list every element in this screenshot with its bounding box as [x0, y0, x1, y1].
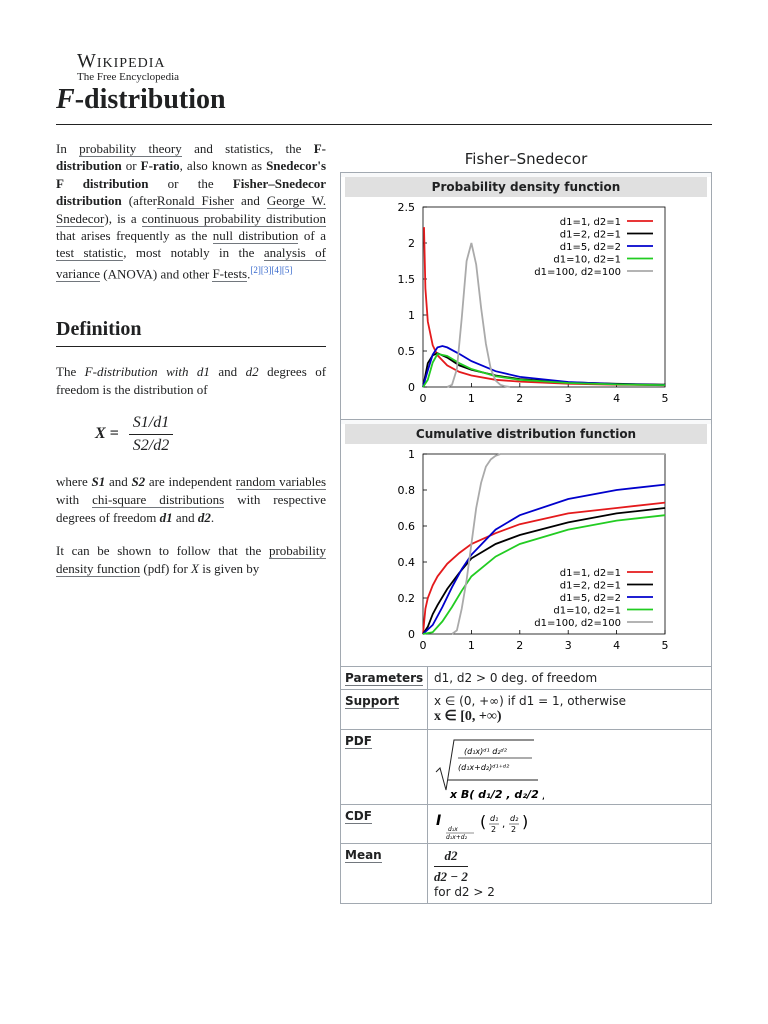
x-tick-label: 1 — [467, 639, 475, 652]
value-mean — [428, 844, 711, 903]
value-support — [428, 690, 711, 729]
term-f-distribution: F-distribution — [56, 141, 327, 174]
y-tick-label: 2.5 — [397, 201, 415, 214]
y-tick-label: 1 — [408, 448, 415, 461]
y-tick-label: 0.4 — [397, 556, 415, 569]
support-line-1: x ∈ (0, +∞) if d1 = 1, otherwise — [434, 694, 626, 708]
value-parameters: d1, d2 > 0 deg. of freedom — [434, 671, 598, 685]
lead-text: and — [241, 193, 260, 209]
lead-text: In — [56, 141, 67, 156]
def-text: It can be shown to follow that the — [56, 543, 262, 558]
link-probability-theory[interactable]: probability theory — [79, 141, 182, 156]
legend-label: d1=100, d2=100 — [534, 267, 621, 278]
wordmark: Wikipedia — [77, 50, 166, 72]
label-text[interactable]: Parameters — [345, 671, 424, 685]
var-d2: d2 — [245, 364, 259, 379]
legend-label: d1=2, d2=1 — [559, 229, 621, 241]
label-pdf — [341, 730, 428, 804]
y-tick-label: 0 — [408, 381, 415, 394]
lead-text: (after — [128, 193, 157, 209]
pdf-heading: Probability density function — [345, 177, 707, 197]
link-null-distribution[interactable]: null distribution — [212, 228, 299, 244]
lead-paragraph: In probability theory and statistics, the F-distribution or F-ratio, also known as Snedecor's F distribution or the Fisher–Snedecor distribution (afterRonald Fisher and George W. Snedecor), is a continuous probability distribution that arises frequently as the null distribution of a test statistic, most notably in the analysis of variance (ANOVA) and other F-tests.[2][3][4][5] — [56, 141, 327, 282]
lead-text: or the — [167, 175, 214, 191]
x-tick-label: 2 — [516, 392, 524, 405]
label-text[interactable]: Support — [345, 694, 400, 708]
infobox-frame — [340, 172, 712, 904]
link-anova[interactable]: analysis of variance — [56, 245, 326, 282]
lead-text: (ANOVA) and other — [103, 266, 210, 282]
legend-label: d1=100, d2=100 — [534, 618, 621, 629]
pdf-chart[interactable] — [341, 197, 711, 419]
label-mean — [341, 844, 428, 903]
pdf-section — [341, 177, 711, 420]
infobox — [340, 150, 712, 904]
def-text: is given by — [202, 561, 260, 576]
row-pdf — [341, 730, 711, 805]
formula-lhs: X = — [95, 425, 119, 443]
svg-text:d₁x: d₁x — [448, 826, 458, 833]
formula-x — [95, 414, 173, 455]
link-continuous-distribution[interactable]: continuous probability distribution — [141, 210, 326, 226]
x-tick-label: 3 — [564, 639, 572, 652]
def-text: and — [175, 510, 195, 525]
row-support — [341, 690, 711, 730]
lead-text: and statistics, the — [194, 141, 302, 156]
formula-denominator: S2/d2 — [132, 437, 170, 454]
def-text: and — [218, 364, 238, 379]
svg-text:,: , — [502, 819, 506, 830]
link-f-tests[interactable]: F-tests — [212, 266, 248, 282]
label-cdf — [341, 805, 428, 843]
def-text: are independent — [148, 474, 232, 489]
cdf-section — [341, 424, 711, 667]
term-fisher-snedecor: Fisher–Snedecor distribution — [56, 175, 327, 209]
y-tick-label: 0 — [408, 628, 415, 641]
link-george-snedecor[interactable]: George W. Snedecor — [56, 193, 327, 226]
link-test-statistic[interactable]: test statistic — [56, 245, 124, 261]
formula-fraction — [129, 414, 173, 455]
value-pdf — [428, 730, 711, 804]
legend-label: d1=10, d2=1 — [553, 254, 621, 266]
svg-text:(: ( — [480, 812, 487, 831]
label-text[interactable]: Mean — [345, 848, 382, 862]
legend-label: d1=5, d2=2 — [559, 593, 621, 604]
support-line-2: x ∈ [0, +∞) — [434, 709, 502, 724]
svg-text:x B( d₁/2 , d₂/2 ): x B( d₁/2 , d₂/2 ) — [450, 788, 544, 801]
y-tick-label: 0.6 — [397, 520, 415, 533]
def-text: (pdf) for — [143, 561, 188, 576]
x-tick-label: 0 — [419, 639, 427, 652]
x-tick-label: 1 — [467, 392, 475, 405]
svg-text:I: I — [436, 813, 442, 829]
references[interactable]: [2][3][4][5] — [250, 264, 293, 275]
infobox-title: Fisher–Snedecor — [464, 150, 588, 168]
y-tick-label: 0.2 — [397, 592, 415, 605]
link-pdf[interactable]: probability density function — [56, 543, 326, 576]
mean-numerator: d2 — [434, 848, 468, 867]
mean-fraction — [434, 848, 468, 885]
var-d1: d1 — [196, 364, 210, 379]
mean-denominator: d2 − 2 — [434, 869, 468, 884]
svg-text:d₁: d₁ — [490, 814, 499, 823]
plot-area — [423, 454, 665, 634]
formula-numerator: S1/d1 — [129, 414, 173, 435]
lead-text: of a — [303, 228, 326, 244]
link-random-variables[interactable]: random variables — [235, 474, 327, 489]
y-tick-label: 2 — [408, 237, 415, 250]
def-text: with respective degrees of freedom — [56, 492, 326, 525]
row-mean — [341, 844, 711, 903]
page-title — [56, 84, 226, 116]
svg-text:(d₁x+d₂)ᵈ¹⁺ᵈ²: (d₁x+d₂)ᵈ¹⁺ᵈ² — [458, 763, 510, 772]
def-text: with — [56, 492, 80, 507]
tagline: The Free Encyclopedia — [77, 71, 180, 83]
def-text: F-distribution with — [84, 364, 189, 379]
x-tick-label: 0 — [419, 392, 427, 405]
legend-label: d1=2, d2=1 — [559, 580, 621, 592]
var-x: X — [191, 561, 199, 576]
value-cdf — [428, 805, 711, 843]
def-text: where — [56, 474, 88, 489]
definition-paragraph-3 — [56, 542, 326, 578]
section-heading-definition: Definition — [56, 318, 142, 340]
svg-text:2: 2 — [511, 825, 517, 834]
svg-text:d₂: d₂ — [510, 814, 519, 823]
label-text[interactable]: CDF — [345, 809, 372, 823]
cdf-heading: Cumulative distribution function — [345, 424, 707, 444]
row-cdf — [341, 805, 711, 844]
x-tick-label: 4 — [613, 392, 621, 405]
label-support — [341, 690, 428, 729]
svg-text:d₁x+d₂: d₁x+d₂ — [446, 834, 468, 841]
link-chi-square[interactable]: chi-square distributions — [92, 492, 225, 507]
row-parameters — [341, 667, 711, 690]
lead-text: , most notably in the — [123, 245, 255, 261]
svg-text:2: 2 — [491, 825, 497, 834]
lead-text: ), is a — [104, 210, 137, 226]
svg-text:): ) — [522, 812, 529, 831]
def-text: degrees of freedom is the distribution of — [56, 364, 327, 397]
title-divider — [56, 124, 712, 125]
var-d2: d2 — [197, 510, 211, 525]
wikipedia-logo[interactable] — [77, 50, 179, 83]
label-parameters — [341, 667, 428, 689]
x-tick-label: 4 — [613, 639, 621, 652]
definition-paragraph-1 — [56, 363, 326, 399]
link-ronald-fisher[interactable]: Ronald Fisher — [156, 193, 235, 209]
term-snedecor: Snedecor's F distribution — [56, 158, 327, 191]
lead-text: that arises frequently as the — [56, 228, 208, 244]
label-text[interactable]: PDF — [345, 734, 372, 748]
page-title-italic: F — [56, 84, 75, 115]
legend-label: d1=10, d2=1 — [553, 605, 621, 617]
svg-text:(d₁x)ᵈ¹ d₂ᵈ²: (d₁x)ᵈ¹ d₂ᵈ² — [464, 747, 507, 756]
lead-text: , also known as — [179, 158, 263, 174]
x-tick-label: 3 — [564, 392, 572, 405]
definition-paragraph-2: where S1 and S2 are independent random variables with chi-square distributions with respective degrees of freedom d1 and d2. — [56, 474, 327, 525]
x-tick-label: 5 — [661, 639, 669, 652]
x-tick-label: 2 — [516, 639, 524, 652]
y-tick-label: 1 — [408, 309, 415, 322]
x-tick-label: 5 — [661, 392, 669, 405]
cdf-chart[interactable] — [341, 444, 711, 666]
legend-label: d1=5, d2=2 — [559, 242, 621, 253]
var-d1: d1 — [159, 510, 173, 525]
legend-label: d1=1, d2=1 — [559, 568, 621, 579]
term-f-ratio: F-ratio — [140, 158, 180, 174]
var-s2: S2 — [131, 474, 146, 489]
lead-text: or — [125, 158, 137, 174]
def-text: and — [108, 474, 128, 489]
mean-condition: for d2 > 2 — [434, 885, 495, 899]
var-s1: S1 — [91, 474, 106, 489]
def-text: The — [56, 364, 77, 379]
y-tick-label: 1.5 — [397, 273, 415, 286]
y-tick-label: 0.8 — [397, 484, 415, 497]
legend-label: d1=1, d2=1 — [559, 217, 621, 228]
cdf-formula-image — [434, 809, 554, 841]
page-title-rest: -distribution — [74, 84, 226, 115]
y-tick-label: 0.5 — [397, 345, 415, 358]
pdf-formula-image — [434, 734, 544, 804]
section-divider — [56, 346, 326, 347]
